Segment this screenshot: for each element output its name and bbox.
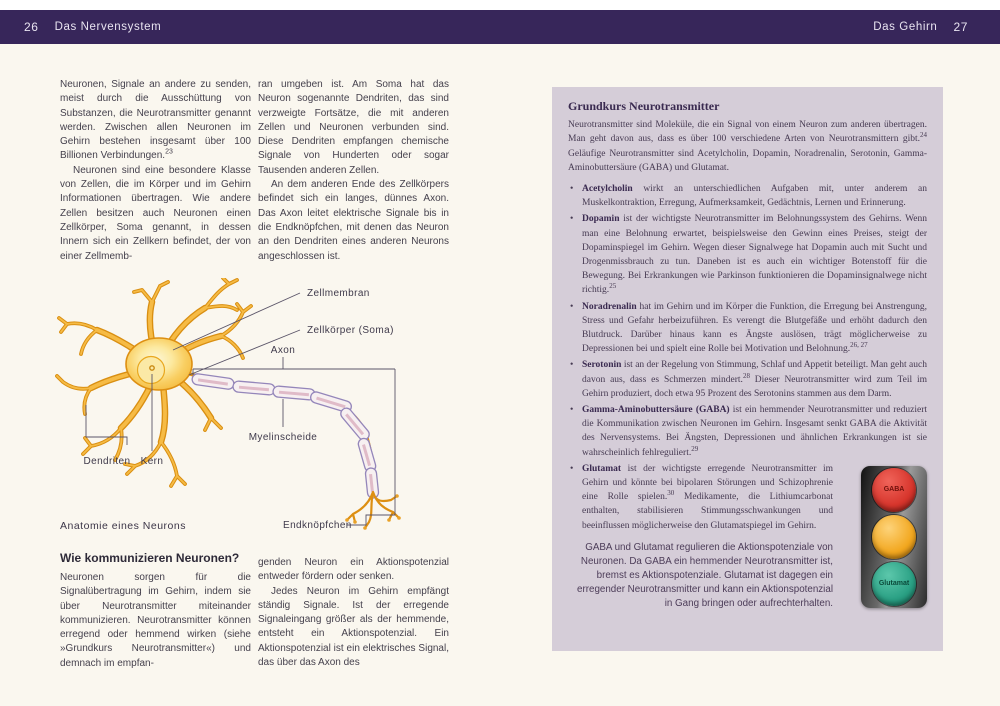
page-number-left: 26 (24, 20, 39, 34)
left-column-1 (60, 78, 251, 264)
label-kern: Kern (140, 456, 164, 467)
bullet-glutamat: • Glutamat ist der wichtigste erregende Neurotransmitter im Gehirn und könnte bei bipolaren Störungen und Schizophrenie eine Rolle spielen.$^{30}$ Medikamente, die Lithiumcarbonat enthalten, stabilisieren Stimmungsschwankungen und beeinflussen möglicherweise den Glutamatspiegel im Gehirn. (568, 462, 927, 533)
chapter-title-left: Das Nervensystem (54, 21, 162, 33)
paragraph: ran umgeben ist. Am Soma hat das Neuron sogenannte Dendriten, das sind verzweigte Fortsätze, die mit anderen Zellen und Neuronen verbunden sind. Diese Dendriten empfangen chemische Signale von Hunderten oder sogar Tausenden anderen Zellen. (258, 79, 449, 176)
bullet-serotonin: • Serotonin ist an der Regelung von Stimmung, Schlaf und Appetit beteiligt. Man geht auch davon aus, dass es Schmerzen mindert.$^{28}$ Dieser Neurotransmitter wird zum Teil im Gehirn produziert, doch etwa 95 Prozent des Serotonins stammen aus dem Darm. (568, 358, 927, 401)
red-light-label: GABA (883, 485, 905, 493)
bullet-dopamin: • Dopamin ist der wichtigste Neurotransmitter im Belohnungssystem des Gehirns. Wenn man eine Belohnung erwartet, beispielsweise den Gewinn eines Preises, steigt der Dopaminspiegel im Gehirn. Wegen dieser Signalwege hat Dopamin auch mit Sucht und Drogenmissbrauch zu tun. Daneben ist es auch ein wichtiger Botenstoff für die Bewegung. Bei Erkrankungen wie Parkinson funktionieren die Dopaminsignalwege nicht richtig.$^{25}$ (568, 212, 927, 297)
label-zellmembran: Zellmembran (307, 288, 370, 299)
bullet-term: Serotonin (582, 360, 622, 371)
neuron-diagram (55, 278, 455, 536)
header-left (0, 20, 161, 34)
label-dendriten: Dendriten (83, 456, 131, 467)
book-spread (0, 10, 1000, 706)
footnote-ref: 30 (667, 489, 675, 498)
paragraph: Jedes Neuron im Gehirn empfängt ständig Signale. Ist der erregende Signaleingang größer als der hemmende, entsteht ein Aktionspotenzial. Ein Aktionspotenzial ist ein elektrisches Signal, das über das Axon des (258, 585, 449, 669)
green-light-label: Glutamat (878, 579, 910, 587)
footnote-ref: 23 (165, 149, 173, 157)
chapter-title-right: Das Gehirn (873, 21, 938, 33)
label-axon: Axon (270, 345, 296, 356)
footnote-ref: 24 (920, 131, 927, 140)
traffic-light-green (872, 562, 916, 606)
info-box-intro: Neurotransmitter sind Moleküle, die ein Signal von einem Neuron zum anderen übertragen. Man geht davon aus, dass es über 100 verschiedene Arten von Neurotransmittern gibt.$^{24}$ Geläufige Neurotransmitter sind Acetylcholin, Dopamin, Noradrenalin, Serotonin, Gamma-Aminobuttersäure (GABA) und Glutamat. (568, 120, 927, 173)
footnote-ref: 28 (742, 371, 750, 380)
label-myelinscheide: Myelinscheide (248, 432, 318, 443)
left-column-2 (258, 78, 449, 264)
paragraph: genden Neuron ein Aktionspotenzial entweder fördern oder senken. (258, 557, 449, 583)
paragraph: An dem anderen Ende des Zellkörpers befindet sich ein langes, dünnes Axon. Das Axon leitet elektrische Signale bis in die Endknöpfchen, mit denen das Neuron an den Dendriten eines anderen Neurons angeschlossen ist. (258, 179, 449, 262)
bullet-term: Gamma-Aminobuttersäure (GABA) (582, 405, 730, 416)
paragraph: Neuronen sorgen für die Signalübertragung im Gehirn, indem sie über Neurotransmitter miteinander kommunizieren. Neurotransmitter können erregend oder hemmend wirken (siehe »Grundkurs Neurotransmitter«) und demnach im empfan- (60, 572, 251, 669)
diagram-caption: Anatomie eines Neurons (60, 520, 186, 532)
bullet-term: Dopamin (582, 214, 620, 225)
left-column-1-bottom (60, 571, 251, 671)
footnote-ref: 29 (691, 444, 699, 453)
traffic-light-caption: GABA und Glutamat regulieren die Aktionspotenziale von Neuronen. Da GABA ein hemmender Neurotransmitter ist, bremst es Aktionspotenziale. Glutamat ist dagegen ein erregender Neurotransmitter und kann ein Aktionspotenzial in Gang bringen oder aufrechterhalten. (577, 541, 833, 609)
footnote-ref: 25 (609, 282, 617, 291)
paragraph: Neuronen, Signale an andere zu senden, meist durch die Ausschüttung von Substanzen, die Neurotransmitter genannt werden. Zwischen allen Neuronen im Gehirn bestehen insgesamt über 100 Billionen Verbindungen.$^{23}$ (60, 79, 251, 162)
section-heading: Wie kommunizieren Neuronen? (60, 551, 240, 565)
footnote-ref: 26, 27 (850, 341, 868, 350)
label-zellkoerper: Zellkörper (Soma) (307, 325, 394, 336)
bullet-term: Glutamat (582, 463, 622, 474)
label-endknoepfchen: Endknöpfchen (283, 520, 352, 531)
paragraph: Neuronen sind eine besondere Klasse von Zellen, die im Körper und im Gehirn Informationen übertragen. Wie andere Zellen besitzen auch Neuronen einen Zellkörper, Soma genannt, in dessen Innern sich ein Zellkern befindet, der von einer Zellmemb- (60, 164, 251, 262)
bullet-term: Acetylcholin (582, 184, 633, 195)
info-box-title: Grundkurs Neurotransmitter (568, 99, 720, 113)
header-bar (0, 10, 1000, 44)
bullet-acetylcholin: • Acetylcholin wirkt an unterschiedlichen Aufgaben mit, unter anderem an Muskelkontraktion, Erregung, Aufmerksamkeit, Gedächtnis, Lernen und Erinnerung. (568, 182, 927, 210)
bullet-term: Noradrenalin (582, 301, 637, 312)
left-column-2-bottom (258, 556, 449, 670)
bullet-noradrenalin: • Noradrenalin hat im Gehirn und im Körper die Funktion, die Erregung bei Anstrengung, Stress und Gefahr herbeizuführen. Es verengt die Blutgefäße und erhöht dadurch den Blutdruck. Darüber hinaus kann es Ängste auslösen, trägt möglicherweise zu Depressionen bei und spielt eine Rolle bei Motivation und Belohnung.$^{26, 27}$ (568, 300, 927, 357)
header-right (873, 20, 1000, 34)
page-number-right: 27 (953, 20, 968, 34)
bullet-gaba: • Gamma-Aminobuttersäure (GABA) ist ein hemmender Neurotransmitter und reduziert die Kommunikation zwischen Neuronen im Gehirn. Insgesamt senkt GABA die Aktivität des Nervensystems. Bei Ängsten, Depressionen und ähnlichen Erkrankungen ist sie wahrscheinlich fehlreguliert.$^{29}$ (568, 403, 927, 460)
neurotransmitter-info-box (552, 87, 943, 651)
